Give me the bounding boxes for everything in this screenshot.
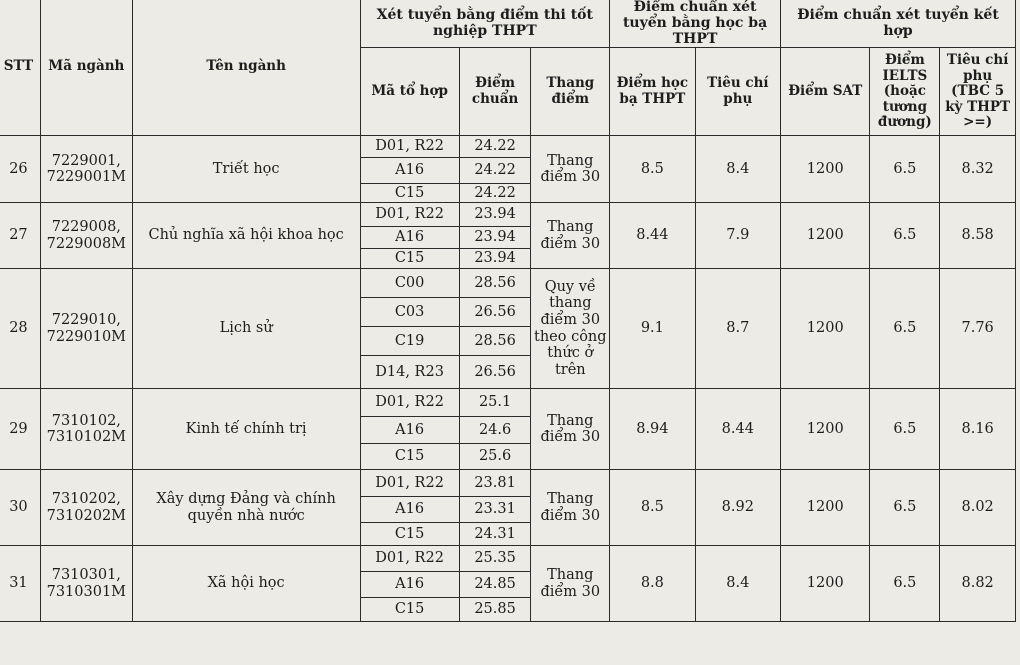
ma-to-hop-cell: C15	[360, 184, 459, 203]
diem-chuan-cell: 26.56	[459, 356, 531, 389]
ma-to-hop-cell: C15	[360, 249, 459, 269]
thang-diem-cell: Thang điểm 30	[531, 203, 610, 269]
table-row	[0, 389, 1016, 417]
ma-to-hop-cell: D01, R22	[360, 470, 459, 497]
thang-diem-cell: Thang điểm 30	[531, 136, 610, 203]
stt-cell: 30	[0, 470, 40, 546]
diem-hoc-ba-cell: 8.8	[610, 546, 696, 622]
ma-nganh-cell: 7310301, 7310301M	[40, 546, 132, 622]
header-hoc-ba-group: Điểm chuẩn xét tuyển bằng học bạ THPT	[610, 0, 781, 48]
stt-cell: 31	[0, 546, 40, 622]
header-diem-ielts: Điểm IELTS (hoặc tương đương)	[870, 48, 940, 136]
header-stt: STT	[0, 0, 40, 136]
table-row	[0, 269, 1016, 298]
tieu-chi-phu-ket-hop-cell: 8.82	[940, 546, 1016, 622]
header-diem-sat: Điểm SAT	[781, 48, 870, 136]
ma-nganh-cell: 7229001, 7229001M	[40, 136, 132, 203]
ma-to-hop-cell: A16	[360, 158, 459, 184]
header-diem-chuan: Điểm chuẩn	[459, 48, 531, 136]
diem-chuan-cell: 24.22	[459, 184, 531, 203]
diem-ielts-cell: 6.5	[870, 203, 940, 269]
tieu-chi-phu-ket-hop-cell: 8.32	[940, 136, 1016, 203]
tieu-chi-phu-hoc-ba-cell: 8.7	[695, 269, 780, 389]
diem-ielts-cell: 6.5	[870, 546, 940, 622]
header-thpt-group: Xét tuyển bằng điểm thi tốt nghiệp THPT	[360, 0, 610, 48]
ma-nganh-cell: 7310102, 7310102M	[40, 389, 132, 470]
diem-chuan-cell: 28.56	[459, 327, 531, 356]
table-row	[0, 136, 1016, 158]
tieu-chi-phu-ket-hop-cell: 8.58	[940, 203, 1016, 269]
tieu-chi-phu-hoc-ba-cell: 7.9	[695, 203, 780, 269]
tieu-chi-phu-ket-hop-cell: 8.16	[940, 389, 1016, 470]
ma-to-hop-cell: D01, R22	[360, 546, 459, 572]
diem-sat-cell: 1200	[781, 203, 870, 269]
ma-to-hop-cell: A16	[360, 572, 459, 598]
ma-nganh-cell: 7229008, 7229008M	[40, 203, 132, 269]
header-ma-nganh: Mã ngành	[40, 0, 132, 136]
ma-to-hop-cell: A16	[360, 417, 459, 444]
thang-diem-cell: Thang điểm 30	[531, 470, 610, 546]
ma-nganh-cell: 7229010, 7229010M	[40, 269, 132, 389]
diem-chuan-cell: 23.81	[459, 470, 531, 497]
diem-hoc-ba-cell: 9.1	[610, 269, 696, 389]
tieu-chi-phu-hoc-ba-cell: 8.4	[695, 546, 780, 622]
ma-to-hop-cell: C15	[360, 523, 459, 546]
thang-diem-cell: Thang điểm 30	[531, 546, 610, 622]
diem-sat-cell: 1200	[781, 269, 870, 389]
table-body	[0, 136, 1016, 622]
diem-chuan-cell: 23.94	[459, 203, 531, 227]
table-row	[0, 470, 1016, 497]
diem-chuan-cell: 24.31	[459, 523, 531, 546]
table-row	[0, 203, 1016, 227]
ma-to-hop-cell: C03	[360, 298, 459, 327]
diem-chuan-cell: 25.1	[459, 389, 531, 417]
diem-sat-cell: 1200	[781, 470, 870, 546]
diem-chuan-cell: 24.22	[459, 136, 531, 158]
stt-cell: 27	[0, 203, 40, 269]
diem-sat-cell: 1200	[781, 136, 870, 203]
header-ten-nganh: Tên ngành	[132, 0, 360, 136]
ten-nganh-cell: Xây dựng Đảng và chính quyền nhà nước	[132, 470, 360, 546]
diem-chuan-cell: 26.56	[459, 298, 531, 327]
ma-to-hop-cell: D01, R22	[360, 136, 459, 158]
diem-chuan-cell: 25.35	[459, 546, 531, 572]
diem-hoc-ba-cell: 8.5	[610, 136, 696, 203]
ma-nganh-cell: 7310202, 7310202M	[40, 470, 132, 546]
header-diem-hoc-ba: Điểm học bạ THPT	[610, 48, 696, 136]
diem-ielts-cell: 6.5	[870, 136, 940, 203]
diem-ielts-cell: 6.5	[870, 269, 940, 389]
diem-chuan-cell: 25.6	[459, 444, 531, 470]
ma-to-hop-cell: A16	[360, 227, 459, 249]
header-tieu-chi-phu-ket-hop: Tiêu chí phụ (TBC 5 kỳ THPT >=)	[940, 48, 1016, 136]
diem-chuan-cell: 25.85	[459, 598, 531, 622]
stt-cell: 26	[0, 136, 40, 203]
tieu-chi-phu-hoc-ba-cell: 8.92	[695, 470, 780, 546]
ten-nganh-cell: Chủ nghĩa xã hội khoa học	[132, 203, 360, 269]
header-ket-hop-group: Điểm chuẩn xét tuyển kết hợp	[781, 0, 1016, 48]
diem-sat-cell: 1200	[781, 546, 870, 622]
thang-diem-cell: Thang điểm 30	[531, 389, 610, 470]
ten-nganh-cell: Lịch sử	[132, 269, 360, 389]
diem-hoc-ba-cell: 8.94	[610, 389, 696, 470]
ma-to-hop-cell: A16	[360, 497, 459, 523]
ten-nganh-cell: Kinh tế chính trị	[132, 389, 360, 470]
ten-nganh-cell: Xã hội học	[132, 546, 360, 622]
diem-chuan-cell: 23.94	[459, 227, 531, 249]
ma-to-hop-cell: C19	[360, 327, 459, 356]
diem-chuan-cell: 24.85	[459, 572, 531, 598]
header-thang-diem: Thang điểm	[531, 48, 610, 136]
ma-to-hop-cell: C15	[360, 598, 459, 622]
stt-cell: 28	[0, 269, 40, 389]
diem-chuan-cell: 24.6	[459, 417, 531, 444]
stt-cell: 29	[0, 389, 40, 470]
header-ma-to-hop: Mã tổ hợp	[360, 48, 459, 136]
tieu-chi-phu-hoc-ba-cell: 8.4	[695, 136, 780, 203]
table-row	[0, 546, 1016, 572]
ma-to-hop-cell: D01, R22	[360, 203, 459, 227]
ma-to-hop-cell: D01, R22	[360, 389, 459, 417]
diem-chuan-cell: 23.94	[459, 249, 531, 269]
diem-sat-cell: 1200	[781, 389, 870, 470]
diem-chuan-cell: 23.31	[459, 497, 531, 523]
ma-to-hop-cell: C15	[360, 444, 459, 470]
ten-nganh-cell: Triết học	[132, 136, 360, 203]
diem-ielts-cell: 6.5	[870, 470, 940, 546]
table-header	[0, 0, 1016, 136]
diem-hoc-ba-cell: 8.44	[610, 203, 696, 269]
thang-diem-cell: Quy về thang điểm 30 theo công thức ở trên	[531, 269, 610, 389]
header-tieu-chi-phu-hoc-ba: Tiêu chí phụ	[695, 48, 780, 136]
ma-to-hop-cell: D14, R23	[360, 356, 459, 389]
ma-to-hop-cell: C00	[360, 269, 459, 298]
diem-ielts-cell: 6.5	[870, 389, 940, 470]
tieu-chi-phu-ket-hop-cell: 7.76	[940, 269, 1016, 389]
diem-hoc-ba-cell: 8.5	[610, 470, 696, 546]
tieu-chi-phu-hoc-ba-cell: 8.44	[695, 389, 780, 470]
diem-chuan-cell: 24.22	[459, 158, 531, 184]
diem-chuan-cell: 28.56	[459, 269, 531, 298]
tieu-chi-phu-ket-hop-cell: 8.02	[940, 470, 1016, 546]
